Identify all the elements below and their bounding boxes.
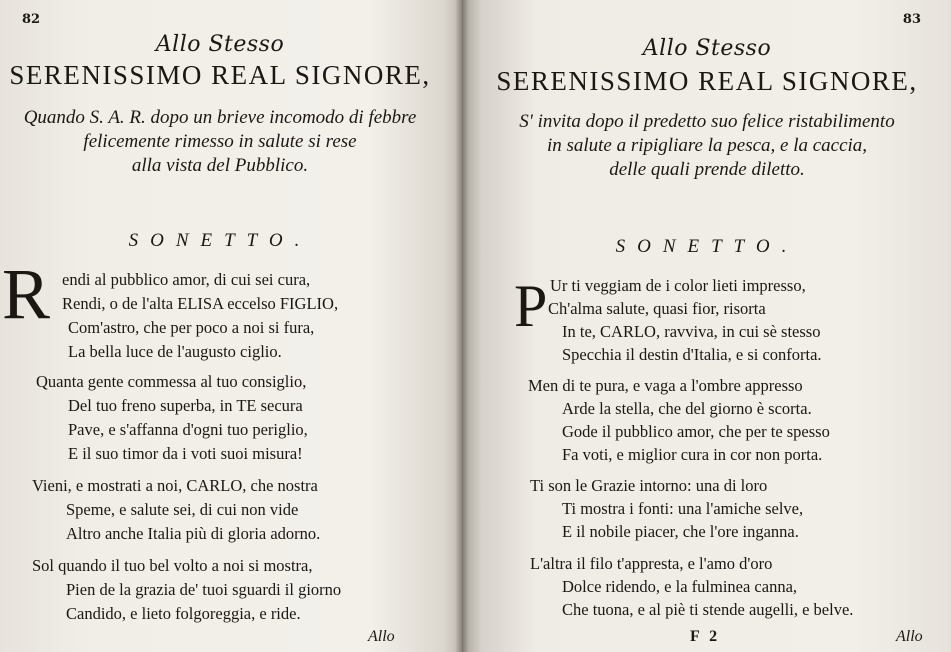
verse-line: Del tuo freno superba, in TE secura <box>68 396 303 415</box>
dedication-heading: Allo Stesso <box>642 36 772 61</box>
dedication-heading: Allo Stesso <box>155 32 285 57</box>
sonetto-heading: SONETTO. <box>128 230 312 251</box>
verse-line: Arde la stella, che del giorno è scorta. <box>562 399 812 418</box>
verse-line: Candido, e lieto folgoreggia, e ride. <box>66 604 301 623</box>
verse-line: Dolce ridendo, e la fulminea canna, <box>562 577 798 596</box>
verse-line: E il suo timor da i voti suoi misura! <box>68 444 303 463</box>
poem-title: SERENISSIMO REAL SIGNORE, <box>496 66 918 96</box>
verse-line: Ti mostra i fonti: una l'amiche selve, <box>562 499 804 518</box>
verse-line: endi al pubblico amor, di cui sei cura, <box>62 270 311 289</box>
verse-line: Che tuona, e al piè ti stende augelli, e belve. <box>562 600 854 619</box>
drop-cap: P <box>514 273 548 339</box>
poem-subtitle-line: in salute a ripigliare la pesca, e la caccia, <box>546 135 868 156</box>
verse-line: Gode il pubblico amor, che per te spesso <box>562 422 830 441</box>
verse-line: Sol quando il tuo bel volto a noi si mostra, <box>32 556 313 575</box>
page-number: 82 <box>22 12 41 27</box>
poem-title: SERENISSIMO REAL SIGNORE, <box>9 60 431 90</box>
signature-mark: F 2 <box>690 628 721 645</box>
right-page <box>462 0 951 652</box>
poem-subtitle-line: Quando S. A. R. dopo un brieve incomodo di febbre <box>23 107 417 128</box>
verse-line: Pien de la grazia de' tuoi sguardi il giorno <box>66 580 342 599</box>
verse-line: Altro anche Italia più di gloria adorno. <box>66 524 321 543</box>
verse-line: Rendi, o de l'alta ELISA eccelso FIGLIO, <box>62 294 339 313</box>
verse-line: Quanta gente commessa al tuo consiglio, <box>36 372 307 391</box>
verse-line: Com'astro, che per poco a noi si fura, <box>68 318 315 337</box>
verse-line: Specchia il destin d'Italia, e si conforta. <box>562 345 822 364</box>
verse-line: L'altra il filo t'appresta, e l'amo d'oro <box>530 554 773 573</box>
catchword: Allo <box>368 628 395 645</box>
verse-line: Vieni, e mostrati a noi, CARLO, che nostra <box>32 476 318 495</box>
sonetto-heading: SONETTO. <box>615 236 799 257</box>
drop-cap: R <box>2 254 51 334</box>
verse-line: Men di te pura, e vaga a l'ombre appresso <box>528 376 803 395</box>
verse-line: E il nobile piacer, che l'ore inganna. <box>562 522 799 541</box>
verse-line: La bella luce de l'augusto ciglio. <box>68 342 282 361</box>
left-page <box>0 0 462 652</box>
verse-line: Ch'alma salute, quasi fior, risorta <box>548 299 766 318</box>
poem-subtitle-line: alla vista del Pubblico. <box>131 155 309 176</box>
poem-subtitle-line: S' invita dopo il predetto suo felice ristabilimento <box>519 111 895 132</box>
poem-subtitle-line: delle quali prende diletto. <box>609 159 805 180</box>
verse-line: Speme, e salute sei, di cui non vide <box>66 500 299 519</box>
verse-line: Ti son le Grazie intorno: una di loro <box>530 476 768 495</box>
page-number: 83 <box>902 12 921 27</box>
verse-line: Fa voti, e miglior cura in cor non porta. <box>562 445 823 464</box>
book-gutter <box>455 0 469 652</box>
catchword: Allo <box>896 628 923 645</box>
verse-line: In te, CARLO, ravviva, in cui sè stesso <box>562 322 821 341</box>
poem-subtitle-line: felicemente rimesso in salute si rese <box>83 131 357 152</box>
verse-line: Ur ti veggiam de i color lieti impresso, <box>550 276 806 295</box>
verse-line: Pave, e s'affanna d'ogni tuo periglio, <box>68 420 308 439</box>
